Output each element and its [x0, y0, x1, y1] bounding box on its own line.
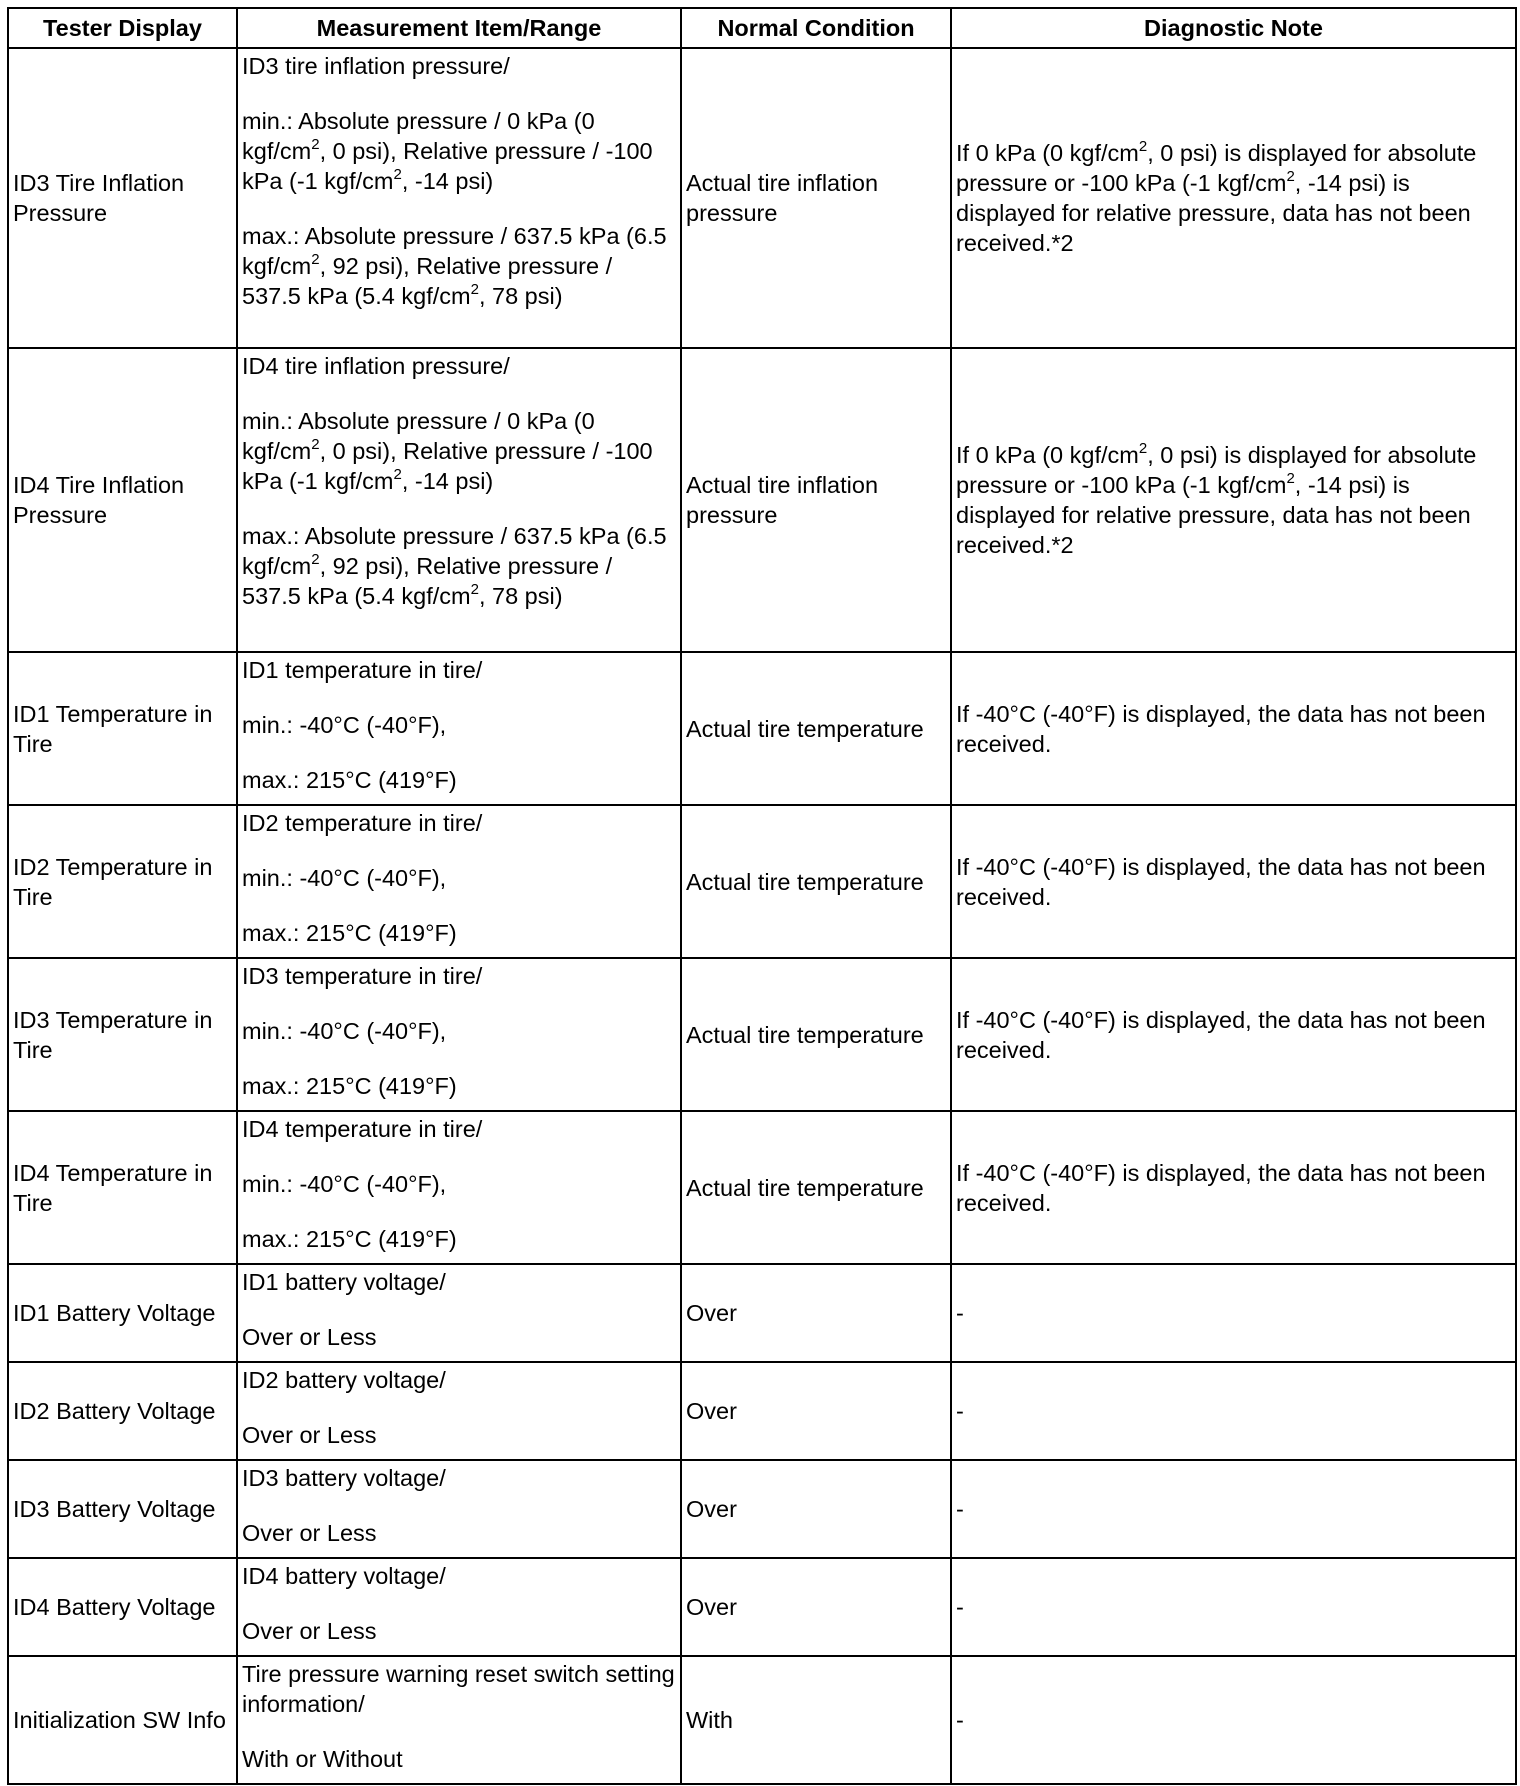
tester-display-cell: ID4 Temperature in Tire	[8, 1111, 237, 1264]
measurement-cell	[237, 1264, 681, 1362]
diagnostic-note-cell: If -40°C (-40°F) is displayed, the data has not been received.	[951, 958, 1516, 1111]
table-row	[8, 958, 1516, 1111]
measurement-cell	[237, 1656, 681, 1784]
table-row	[8, 348, 1516, 652]
tester-display-cell: ID4 Tire Inflation Pressure	[8, 348, 237, 652]
header-diagnostic-note: Diagnostic Note	[951, 8, 1516, 48]
normal-condition-cell: Actual tire temperature	[681, 805, 951, 958]
diagnostic-note-cell: -	[951, 1460, 1516, 1558]
measurement-line: max.: Absolute pressure / 637.5 kPa (6.5 kgf/$cm^2$, 92 psi), Relative pressure / 537.5 kPa (5.4 kgf/$cm^2$, 78 psi)	[242, 223, 667, 309]
measurement-line: min.: -40°C (-40°F),	[242, 1171, 447, 1197]
diagnostic-data-table	[7, 7, 1517, 1785]
diagnostic-note-cell: -	[951, 1558, 1516, 1656]
diagnostic-note-cell: If 0 kPa (0 kgf/$cm^2$, 0 psi) is displayed for absolute pressure or -100 kPa (-1 kgf/$cm^2$, -14 psi) is displayed for relative pressure, data has not been received.*2	[951, 48, 1516, 348]
measurement-line: max.: 215°C (419°F)	[242, 1073, 457, 1099]
measurement-line: Over or Less	[242, 1618, 377, 1644]
tester-display-cell: ID1 Battery Voltage	[8, 1264, 237, 1362]
normal-condition-cell: Over	[681, 1264, 951, 1362]
table-row	[8, 48, 1516, 348]
diagnostic-note-cell: If 0 kPa (0 kgf/$cm^2$, 0 psi) is displayed for absolute pressure or -100 kPa (-1 kgf/$cm^2$, -14 psi) is displayed for relative pressure, data has not been received.*2	[951, 348, 1516, 652]
tester-display-cell: Initialization SW Info	[8, 1656, 237, 1784]
tester-display-cell: ID3 Tire Inflation Pressure	[8, 48, 237, 348]
normal-condition-cell: Actual tire temperature	[681, 958, 951, 1111]
tester-display-cell: ID2 Temperature in Tire	[8, 805, 237, 958]
header-row	[8, 8, 1516, 48]
tester-display-cell: ID2 Battery Voltage	[8, 1362, 237, 1460]
measurement-line: ID2 battery voltage/	[242, 1367, 446, 1393]
table-body	[8, 48, 1516, 1784]
measurement-line: ID2 temperature in tire/	[242, 810, 483, 836]
diagnostic-note-cell: If -40°C (-40°F) is displayed, the data has not been received.	[951, 1111, 1516, 1264]
diagnostic-note-cell: -	[951, 1264, 1516, 1362]
measurement-line: ID3 tire inflation pressure/	[242, 53, 510, 79]
tester-display-cell: ID3 Battery Voltage	[8, 1460, 237, 1558]
normal-condition-cell: Over	[681, 1460, 951, 1558]
measurement-line: min.: Absolute pressure / 0 kPa (0 kgf/$cm^2$, 0 psi), Relative pressure / -100 kPa (-1 kgf/$cm^2$, -14 psi)	[242, 108, 653, 194]
measurement-line: max.: 215°C (419°F)	[242, 920, 457, 946]
measurement-line: With or Without	[242, 1746, 403, 1772]
diagnostic-note-cell: -	[951, 1656, 1516, 1784]
tester-display-cell: ID4 Battery Voltage	[8, 1558, 237, 1656]
measurement-line: min.: -40°C (-40°F),	[242, 1018, 447, 1044]
normal-condition-cell: With	[681, 1656, 951, 1784]
header-measurement-item: Measurement Item/Range	[237, 8, 681, 48]
header-tester-display: Tester Display	[8, 8, 237, 48]
measurement-line: Over or Less	[242, 1422, 377, 1448]
table-row	[8, 1264, 1516, 1362]
table-row	[8, 1460, 1516, 1558]
measurement-cell	[237, 348, 681, 652]
measurement-line: max.: 215°C (419°F)	[242, 1226, 457, 1252]
measurement-line: Over or Less	[242, 1324, 377, 1350]
normal-condition-cell: Actual tire inflation pressure	[681, 48, 951, 348]
table-row	[8, 805, 1516, 958]
header-normal-condition: Normal Condition	[681, 8, 951, 48]
normal-condition-cell: Over	[681, 1362, 951, 1460]
table-row	[8, 1558, 1516, 1656]
diagnostic-note-cell: If -40°C (-40°F) is displayed, the data has not been received.	[951, 652, 1516, 805]
measurement-line: min.: -40°C (-40°F),	[242, 712, 447, 738]
measurement-cell	[237, 1460, 681, 1558]
table-row	[8, 1111, 1516, 1264]
measurement-cell	[237, 1362, 681, 1460]
measurement-line: max.: Absolute pressure / 637.5 kPa (6.5 kgf/$cm^2$, 92 psi), Relative pressure / 537.5 kPa (5.4 kgf/$cm^2$, 78 psi)	[242, 523, 667, 609]
measurement-line: ID3 temperature in tire/	[242, 963, 483, 989]
normal-condition-cell: Actual tire inflation pressure	[681, 348, 951, 652]
tester-display-cell: ID3 Temperature in Tire	[8, 958, 237, 1111]
measurement-line: Tire pressure warning reset switch setting information/	[242, 1661, 675, 1717]
measurement-line: ID3 battery voltage/	[242, 1465, 446, 1491]
measurement-cell	[237, 48, 681, 348]
measurement-line: min.: -40°C (-40°F),	[242, 865, 447, 891]
measurement-line: Over or Less	[242, 1520, 377, 1546]
diagnostic-note-cell: If -40°C (-40°F) is displayed, the data has not been received.	[951, 805, 1516, 958]
measurement-cell	[237, 652, 681, 805]
table-row	[8, 652, 1516, 805]
measurement-line: min.: Absolute pressure / 0 kPa (0 kgf/$cm^2$, 0 psi), Relative pressure / -100 kPa (-1 kgf/$cm^2$, -14 psi)	[242, 408, 653, 494]
measurement-line: ID4 temperature in tire/	[242, 1116, 483, 1142]
diagnostic-note-cell: -	[951, 1362, 1516, 1460]
tester-display-cell: ID1 Temperature in Tire	[8, 652, 237, 805]
measurement-line: ID1 battery voltage/	[242, 1269, 446, 1295]
table-row	[8, 1362, 1516, 1460]
normal-condition-cell: Over	[681, 1558, 951, 1656]
measurement-line: ID4 battery voltage/	[242, 1563, 446, 1589]
measurement-line: max.: 215°C (419°F)	[242, 767, 457, 793]
normal-condition-cell: Actual tire temperature	[681, 1111, 951, 1264]
measurement-cell	[237, 1111, 681, 1264]
measurement-cell	[237, 805, 681, 958]
measurement-cell	[237, 958, 681, 1111]
measurement-cell	[237, 1558, 681, 1656]
table-row	[8, 1656, 1516, 1784]
measurement-line: ID1 temperature in tire/	[242, 657, 483, 683]
measurement-line: ID4 tire inflation pressure/	[242, 353, 510, 379]
normal-condition-cell: Actual tire temperature	[681, 652, 951, 805]
